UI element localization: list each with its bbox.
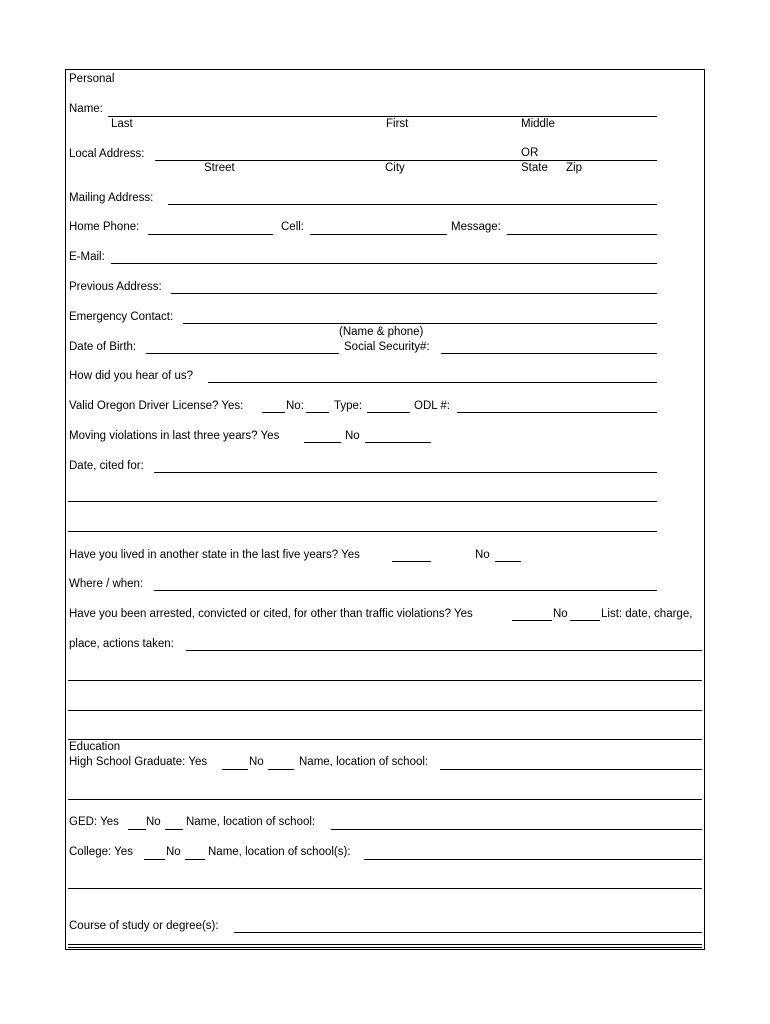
local-address-field[interactable] xyxy=(155,160,657,161)
message-field[interactable] xyxy=(507,234,657,235)
dob-field[interactable] xyxy=(146,353,339,354)
license-no-field[interactable] xyxy=(306,412,329,413)
other-state-no-label: No xyxy=(475,549,490,561)
application-form xyxy=(65,69,705,950)
place-actions-field-line-2[interactable] xyxy=(68,680,702,681)
zip-caption: Zip xyxy=(566,162,582,174)
arrest-no-field[interactable] xyxy=(570,620,600,621)
ged-label: GED: Yes xyxy=(69,816,119,828)
arrest-list-label: List: date, charge, xyxy=(601,608,693,620)
local-address-or: OR xyxy=(521,147,539,159)
high-school-no-label: No xyxy=(249,756,264,768)
mailing-address-label: Mailing Address: xyxy=(69,192,154,204)
college-name-field[interactable] xyxy=(364,859,702,860)
hear-field[interactable] xyxy=(208,382,657,383)
ged-no-label: No xyxy=(146,816,161,828)
section-education: Education xyxy=(69,741,121,753)
odl-field[interactable] xyxy=(457,412,657,413)
high-school-name-field-line-2[interactable] xyxy=(68,799,702,800)
previous-address-label: Previous Address: xyxy=(69,281,162,293)
license-type-label: Type: xyxy=(334,400,363,412)
where-when-label: Where / when: xyxy=(69,578,144,590)
high-school-label: High School Graduate: Yes xyxy=(69,756,208,768)
license-yes-field[interactable] xyxy=(262,412,285,413)
college-no-label: No xyxy=(166,846,181,858)
email-label: E-Mail: xyxy=(69,251,105,263)
high-school-name-field[interactable] xyxy=(440,769,702,770)
date-cited-field-line-2[interactable] xyxy=(68,501,657,502)
other-state-no-field[interactable] xyxy=(495,561,521,562)
college-name-field-line-2[interactable] xyxy=(68,888,702,889)
ged-no-field[interactable] xyxy=(165,829,183,830)
ssn-field[interactable] xyxy=(441,353,657,354)
violations-question: Moving violations in last three years? Yes xyxy=(69,430,280,442)
ssn-label: Social Security#: xyxy=(344,341,430,353)
cell-field[interactable] xyxy=(310,234,447,235)
form-bottom-rule xyxy=(68,944,702,948)
license-question: Valid Oregon Driver License? Yes: xyxy=(69,400,244,412)
course-label: Course of study or degree(s): xyxy=(69,920,219,932)
violations-no-label: No xyxy=(345,430,360,442)
arrest-no-label: No xyxy=(553,608,568,620)
home-phone-field[interactable] xyxy=(148,234,273,235)
message-label: Message: xyxy=(451,221,501,233)
name-last-caption: Last xyxy=(111,118,133,130)
name-first-caption: First xyxy=(386,118,409,130)
hear-label: How did you hear of us? xyxy=(69,370,194,382)
local-address-label: Local Address: xyxy=(69,148,145,160)
high-school-no-field[interactable] xyxy=(268,769,294,770)
street-caption: Street xyxy=(204,162,235,174)
high-school-yes-field[interactable] xyxy=(222,769,248,770)
home-phone-label: Home Phone: xyxy=(69,221,140,233)
college-name-label: Name, location of school(s): xyxy=(208,846,351,858)
date-cited-label: Date, cited for: xyxy=(69,460,144,472)
ged-name-label: Name, location of school: xyxy=(186,816,316,828)
emergency-hint: (Name & phone) xyxy=(339,326,424,338)
place-actions-label: place, actions taken: xyxy=(69,638,174,650)
place-actions-field-line-3[interactable] xyxy=(68,710,702,711)
previous-address-field[interactable] xyxy=(171,293,657,294)
high-school-name-label: Name, location of school: xyxy=(299,756,429,768)
course-field[interactable] xyxy=(234,932,702,933)
odl-label: ODL #: xyxy=(414,400,451,412)
violations-yes-field[interactable] xyxy=(304,442,341,443)
arrest-yes-field[interactable] xyxy=(512,620,552,621)
emergency-contact-label: Emergency Contact: xyxy=(69,311,174,323)
mailing-address-field[interactable] xyxy=(168,204,657,205)
violations-no-field[interactable] xyxy=(365,442,431,443)
place-actions-field-line-4[interactable] xyxy=(68,739,702,740)
name-middle-caption: Middle xyxy=(521,118,555,130)
license-type-field[interactable] xyxy=(367,412,410,413)
college-label: College: Yes xyxy=(69,846,133,858)
date-cited-field-line-3[interactable] xyxy=(68,531,657,532)
emergency-contact-field[interactable] xyxy=(183,323,657,324)
dob-label: Date of Birth: xyxy=(69,341,137,353)
ged-yes-field[interactable] xyxy=(128,829,146,830)
place-actions-field[interactable] xyxy=(186,650,702,651)
other-state-yes-field[interactable] xyxy=(392,561,431,562)
date-cited-field[interactable] xyxy=(154,472,657,473)
ged-name-field[interactable] xyxy=(331,829,702,830)
email-field[interactable] xyxy=(111,263,657,264)
section-personal: Personal xyxy=(69,73,115,85)
college-no-field[interactable] xyxy=(185,859,205,860)
where-when-field[interactable] xyxy=(154,590,657,591)
cell-label: Cell: xyxy=(281,221,305,233)
license-no-label: No: xyxy=(286,400,304,412)
arrest-question: Have you been arrested, convicted or cited, for other than traffic violations? Yes xyxy=(69,608,473,620)
state-caption: State xyxy=(521,162,548,174)
other-state-question: Have you lived in another state in the last five years? Yes xyxy=(69,549,360,561)
name-field[interactable] xyxy=(108,116,657,117)
name-label: Name: xyxy=(69,103,103,115)
college-yes-field[interactable] xyxy=(144,859,165,860)
city-caption: City xyxy=(385,162,405,174)
